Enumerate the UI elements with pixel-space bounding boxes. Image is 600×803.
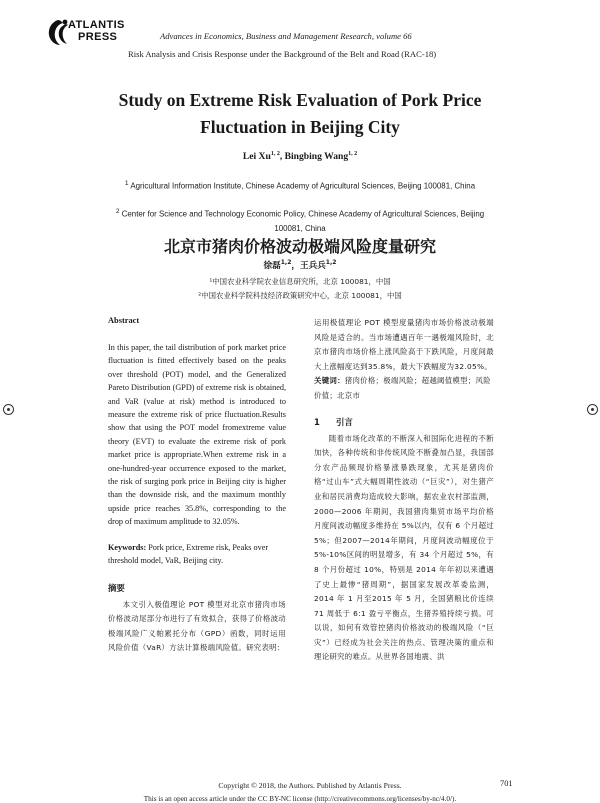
affiliation-sup: 2 <box>115 208 120 215</box>
abstract-text: In this paper, the tail distribution of pork market price fluctuation is fitted effectively based on the peaks over threshold (POT) model, and the Generalized Pareto Distribution (GPD) of extreme risk is obtained, and VaR (value at risk) method is introduced to measure the extreme risk of price fluctuation.Results show that using the POT model fromextreme value theory (EVT) to evaluate the extreme risk of pork market price is appropriate.When extreme risk in a one-hundred-year occurrence exposed to the market, the risk of surging pork price in Beijing city is higher than the downside risk, and the maximum monthly upside price reaches 35.8%, corresponding to the drop of maximum amplitude to 32.05%. <box>108 343 286 527</box>
keywords-text: Pork price, Extreme risk, Peaks over threshold model, VaR, Beijing city. <box>108 542 269 566</box>
chinese-author-name: 王兵兵 <box>300 261 326 271</box>
atlantis-globe-icon <box>46 18 70 48</box>
chinese-affiliation-1: ¹中国农业科学院农业信息研究所，北京 100081，中国 <box>209 277 391 286</box>
author-sup: 1, 2 <box>348 151 358 157</box>
logo-line2: PRESS <box>78 31 118 43</box>
conference-name: Risk Analysis and Crisis Response under the Background of the Belt and Road (RAC-18) <box>128 49 437 59</box>
author-name: Lei Xu <box>242 151 271 163</box>
affiliation-1 <box>110 177 490 194</box>
chinese-affiliation-2: ²中国农业科学院科技经济政策研究中心，北京 100081，中国 <box>198 291 402 300</box>
abstract-heading: Abstract <box>108 316 140 325</box>
section-title: 引言 <box>336 416 353 427</box>
logo-line1: ATLANTIS <box>68 19 125 31</box>
affiliation-text: Agricultural Information Institute, Chinese Academy of Agricultural Sciences, Beijing 100081, China <box>130 181 476 191</box>
logo-wordmark <box>68 19 125 43</box>
chinese-author-sup: 1,2 <box>325 259 337 267</box>
author-sup: 1, 2 <box>270 151 280 157</box>
chinese-author-name: 徐磊 <box>263 261 281 271</box>
page-number: 701 <box>500 779 513 788</box>
chinese-author-list <box>60 259 540 271</box>
affiliation-2 <box>110 205 490 236</box>
chinese-abstract-heading: 摘要 <box>108 582 125 593</box>
keywords <box>108 541 286 568</box>
chinese-keywords-label: 关键词： <box>314 376 345 386</box>
author-list <box>60 151 540 162</box>
license-notice: This is an open access article under the CC BY-NC license (http://creativecommons.org/licenses/by-nc/4.0/). <box>143 795 457 803</box>
chinese-abstract-text-left: 本文引入极值理论 POT 模型对北京市猪肉市场价格波动尾部分布进行了有效拟合，获得了价格波动极端风险广义帕累托分布（GPD）函数，同时运用风险价值（VaR）方法计算极端风险值。研究表明： <box>108 599 286 653</box>
chinese-author-sup: 1,2 <box>280 259 292 267</box>
paper-title-line1: Study on Extreme Risk Evaluation of Pork Price <box>118 90 482 110</box>
copyright-notice: Copyright © 2018, the Authors. Published by Atlantis Press. <box>218 781 402 790</box>
author-name: Bingbing Wang <box>284 151 349 163</box>
atlantis-press-logo <box>46 18 156 52</box>
keywords-label: Keywords: <box>108 542 147 552</box>
author-separator: , <box>279 151 285 163</box>
chinese-keywords <box>314 374 494 403</box>
registration-mark-icon <box>3 404 14 415</box>
right-column <box>314 316 494 665</box>
intro-text: 随着市场化改革的不断深入和国际化进程的不断加快，各种传统和非传统风险不断叠加凸显，我国部分农产品频现价格暴涨暴跌现象，尤其是猪肉价格“过山车”式大幅周期性波动（“巨灾”），对生猪产业和居民消费均造成较大影响，据农业农村部监测，2000—2006 年期间，我国猪肉集贸市场平均价格月度间波动幅度多维持在 5%以内，仅有 6 个月超过 5%；但2007—2014年期间，月度间波动幅度位于 5%-10%区间的明显增多，有 34 个月超过 5%，有 8 个月份超过 10%，特别是 2014 年年初以来遭遇了史上最惨“猪周期”，据国家发展改革委监测，2014 年 1 月至2015 年 5 月，全国猪粮比价连续 71 周低于 6:1 盈亏平衡点，生猪养殖持续亏损。可以说，如何有效管控猪肉价格波动的极端风险（“巨灾”）已经成为社会关注的热点、管理决策的重点和理论研究的难点。从世界各国地震、洪 <box>314 433 494 662</box>
affiliation-text: Center for Science and Technology Economic Policy, Chinese Academy of Agricultural Sciences, Beijing 100081, China <box>121 209 485 233</box>
chinese-keywords-text: 猪肉价格；极端风险；超越阈值模型；风险价值；北京市 <box>314 376 491 400</box>
paper-title-line2: Fluctuation in Beijing City <box>200 117 400 137</box>
journal-name: Advances in Economics, Business and Management Research, volume 66 <box>160 31 412 41</box>
section-heading-intro <box>314 416 494 428</box>
registration-mark-icon <box>587 404 598 415</box>
affiliation-sup: 1 <box>124 180 129 187</box>
section-number: 1 <box>314 416 320 427</box>
chinese-author-separator: ， <box>291 261 300 271</box>
chinese-title: 北京市猪肉价格波动极端风险度量研究 <box>163 237 436 256</box>
left-column <box>108 316 286 656</box>
chinese-abstract-text-right: 运用极值理论 POT 模型度量猪肉市场价格波动极端风险是适合的。当市场遭遇百年一遇极端风险时，北京市猪肉市场价格上涨风险高于下跌风险，月度间最大上涨幅度达到35.8%，最大下跌幅度为32.05%。 <box>314 318 494 371</box>
